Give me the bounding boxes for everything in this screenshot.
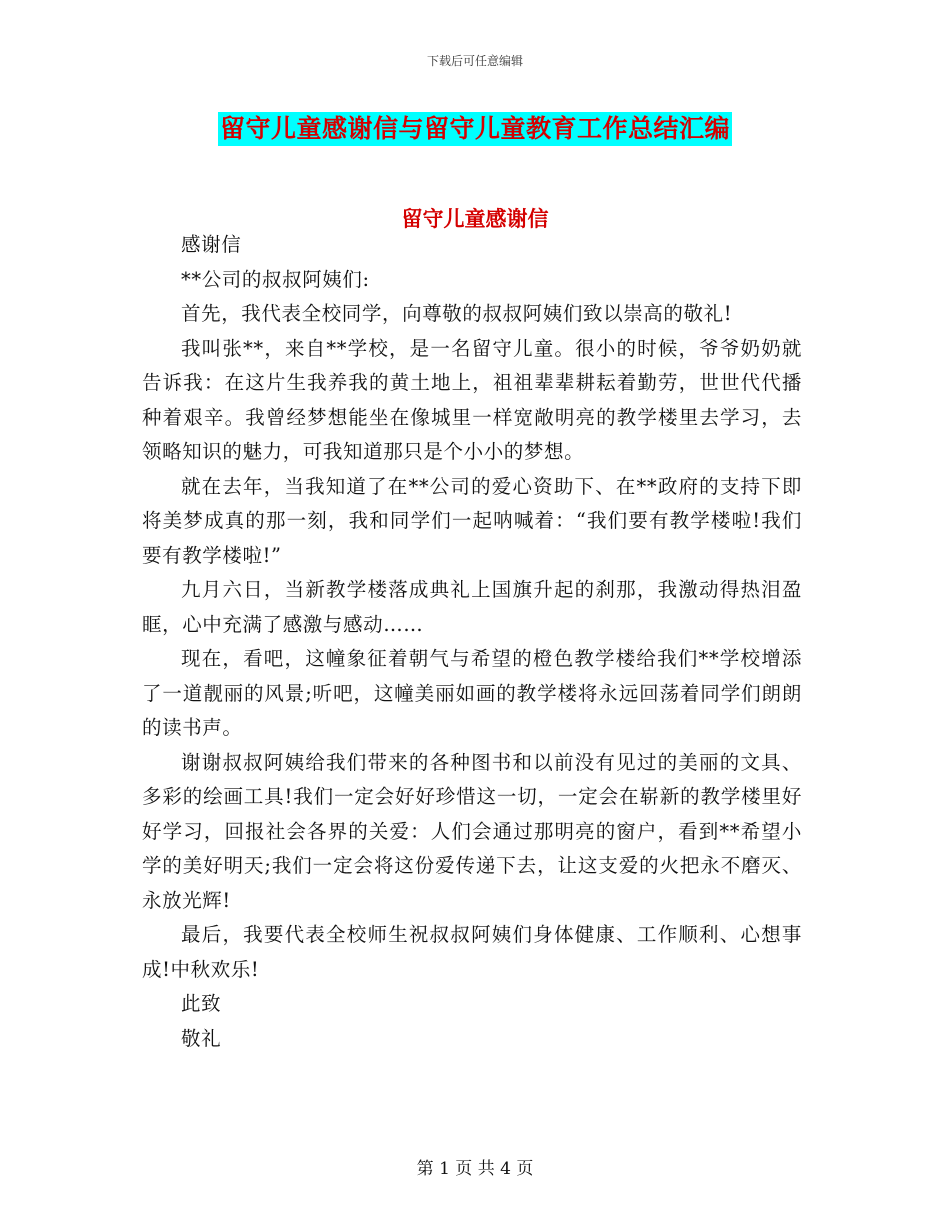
paragraph: 首先，我代表全校同学，向尊敬的叔叔阿姨们致以崇高的敬礼!: [181, 302, 733, 325]
paragraph: 现在，看吧，这幢象征着朝气与希望的橙色教学楼给我们**学校增添了一道靓丽的风景;听吧，这幢美丽如画的教学楼将永远回荡着同学们朗朗的读书声。: [142, 647, 802, 739]
paragraph: 此致: [181, 992, 222, 1015]
paragraph: 最后，我要代表全校师生祝叔叔阿姨们身体健康、工作顺利、心想事成!中秋欢乐!: [142, 923, 802, 981]
page-number: 第 1 页 共 4 页: [416, 1159, 534, 1179]
paragraph: 我叫张**，来自**学校，是一名留守儿童。很小的时候，爷爷奶奶就告诉我：在这片生我养我的黄土地上，祖祖辈辈耕耘着勤劳，世世代代播种着艰辛。我曾经梦想能坐在像城里一样宽敞明亮的教学楼里去学习，去领略知识的魅力，可我知道那只是个小小的梦想。: [142, 336, 802, 463]
title-container: [0, 112, 950, 146]
page-header: 下载后可任意编辑: [426, 54, 523, 68]
paragraph: **公司的叔叔阿姨们:: [181, 267, 370, 291]
paragraph: 感谢信: [181, 233, 242, 256]
document-title: 留守儿童感谢信与留守儿童教育工作总结汇编: [218, 112, 732, 146]
paragraph: 就在去年，当我知道了在**公司的爱心资助下、在**政府的支持下即将美梦成真的那一刻，我和同学们一起呐喊着：“我们要有教学楼啦!我们要有教学楼啦!”: [142, 474, 802, 567]
section-title: 留守儿童感谢信: [401, 207, 549, 231]
paragraph: 谢谢叔叔阿姨给我们带来的各种图书和以前没有见过的美丽的文具、多彩的绘画工具!我们一定会好好珍惜这一切，一定会在崭新的教学楼里好好学习，回报社会各界的关爱：人们会通过那明亮的窗户，看到**希望小学的美好明天;我们一定会将这份爱传递下去，让这支爱的火把永不磨灭、永放光辉!: [142, 750, 802, 912]
paragraph: 敬礼: [181, 1026, 222, 1050]
paragraph: 九月六日，当新教学楼落成典礼上国旗升起的刹那，我激动得热泪盈眶，心中充满了感激与感动……: [142, 578, 802, 636]
letter-body: [142, 228, 802, 1056]
